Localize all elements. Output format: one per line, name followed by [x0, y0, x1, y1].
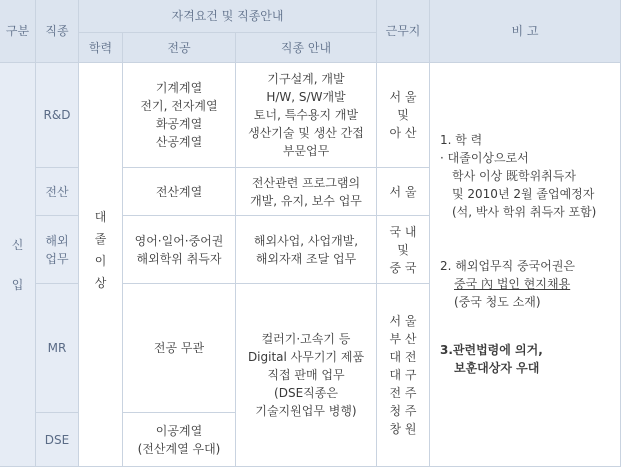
workplace-line: 및 [397, 108, 409, 122]
major-line: 전기, 전자계열 [140, 99, 218, 113]
gubun-char: 신 [11, 237, 24, 252]
job-overseas-line: 해외 [45, 233, 69, 248]
header-education: 학력 [79, 33, 123, 63]
workplace-line: 중 국 [389, 260, 417, 275]
header-requirements: 자격요건 및 직종안내 [79, 0, 377, 33]
remarks-line: 및 2010년 2월 졸업예정자 [452, 187, 595, 201]
workplace-line: 서 울 [389, 90, 417, 104]
education-char: 대 [94, 209, 107, 224]
education-char: 상 [94, 275, 107, 290]
guide-line: 생산기술 및 생산 간접 [248, 126, 364, 140]
workplace-line: 청 주 [389, 404, 417, 418]
workplace-line: 부 산 [389, 332, 417, 346]
header-major: 전공 [123, 33, 236, 63]
guide-line: Digital 사무기기 제품 [247, 350, 365, 364]
guide-line: 기구설계, 개발 [267, 72, 345, 86]
workplace-line: 창 원 [389, 422, 417, 436]
remarks-item2-underline: 중국 內 법인 현지채용 [454, 277, 571, 291]
remarks-line: (석, 박사 학위 취득자 포함) [452, 205, 597, 219]
workplace-it: 서 울 [377, 168, 430, 216]
major-line: (전산계열 우대) [137, 441, 221, 456]
header-remarks: 비 고 [430, 0, 621, 63]
job-mr: MR [36, 284, 79, 413]
header-workplace: 근무지 [377, 0, 430, 63]
guide-rnd [236, 63, 377, 168]
remarks-item3-title: 3.관련법령에 의거, [440, 343, 543, 357]
job-rnd: R&D [36, 63, 79, 168]
remarks-item1-title: 1. 학 력 [440, 133, 483, 147]
gubun-cell [0, 63, 36, 467]
guide-line: 토너, 특수용지 개발 [253, 108, 359, 122]
major-line: 기계계열 [155, 81, 203, 95]
guide-overseas [236, 216, 377, 284]
workplace-line: 아 산 [389, 126, 417, 140]
header-job-guide: 직종 안내 [236, 33, 377, 63]
major-line: 화공계열 [155, 117, 203, 131]
remarks-cell [430, 63, 621, 467]
workplace-line: 대 구 [389, 368, 417, 382]
guide-it [236, 168, 377, 216]
remarks-item3-bold: 보훈대상자 우대 [454, 361, 540, 375]
major-dse [123, 413, 236, 467]
guide-line: 개발, 유지, 보수 업무 [250, 193, 362, 208]
major-mr: 전공 무관 [123, 284, 236, 413]
gubun-char: 입 [11, 277, 24, 292]
major-line: 영어·일어·중어권 [134, 233, 224, 248]
remarks-line: 학사 이상 既학위취득자 [452, 169, 576, 183]
job-it: 전산 [36, 168, 79, 216]
header-gubun: 구분 [0, 0, 36, 63]
guide-line: 컬러기·고속기 등 [261, 332, 351, 346]
job-overseas-line: 업무 [45, 251, 69, 266]
job-dse: DSE [36, 413, 79, 467]
education-char: 이 [94, 253, 107, 268]
guide-mr-dse [236, 284, 377, 467]
major-line: 이공계열 [155, 423, 203, 438]
workplace-rnd [377, 63, 430, 168]
guide-line: 해외자재 조달 업무 [255, 251, 357, 266]
workplace-overseas [377, 216, 430, 284]
guide-line: 기술지원업무 병행) [255, 404, 357, 418]
major-it: 전산계열 [123, 168, 236, 216]
job-overseas [36, 216, 79, 284]
guide-line: 전산관련 프로그램의 [251, 175, 361, 190]
major-rnd [123, 63, 236, 168]
education-cell [79, 63, 123, 467]
header-jikjong: 직종 [36, 0, 79, 63]
workplace-line: 서 울 [389, 314, 417, 328]
guide-line: 직접 판매 업무 [267, 368, 345, 382]
workplace-line: 및 [397, 242, 409, 257]
guide-line: (DSE직종은 [274, 386, 338, 400]
major-line: 산공계열 [155, 135, 203, 149]
remarks-item2-note: (중국 청도 소재) [454, 295, 541, 309]
workplace-line: 대 전 [389, 350, 417, 364]
guide-line: 부문업무 [282, 144, 330, 158]
workplace-line: 전 주 [389, 386, 417, 400]
major-line: 해외학위 취득자 [136, 251, 222, 266]
remarks-item2-title: 2. 해외업무직 중국어권은 [440, 259, 575, 273]
major-overseas [123, 216, 236, 284]
workplace-mr-dse [377, 284, 430, 467]
education-char: 졸 [94, 231, 107, 246]
workplace-line: 국 내 [389, 224, 417, 239]
guide-line: 해외사업, 사업개발, [253, 233, 359, 248]
remarks-line: · 대졸이상으로서 [440, 151, 529, 165]
guide-line: H/W, S/W개발 [266, 90, 346, 104]
